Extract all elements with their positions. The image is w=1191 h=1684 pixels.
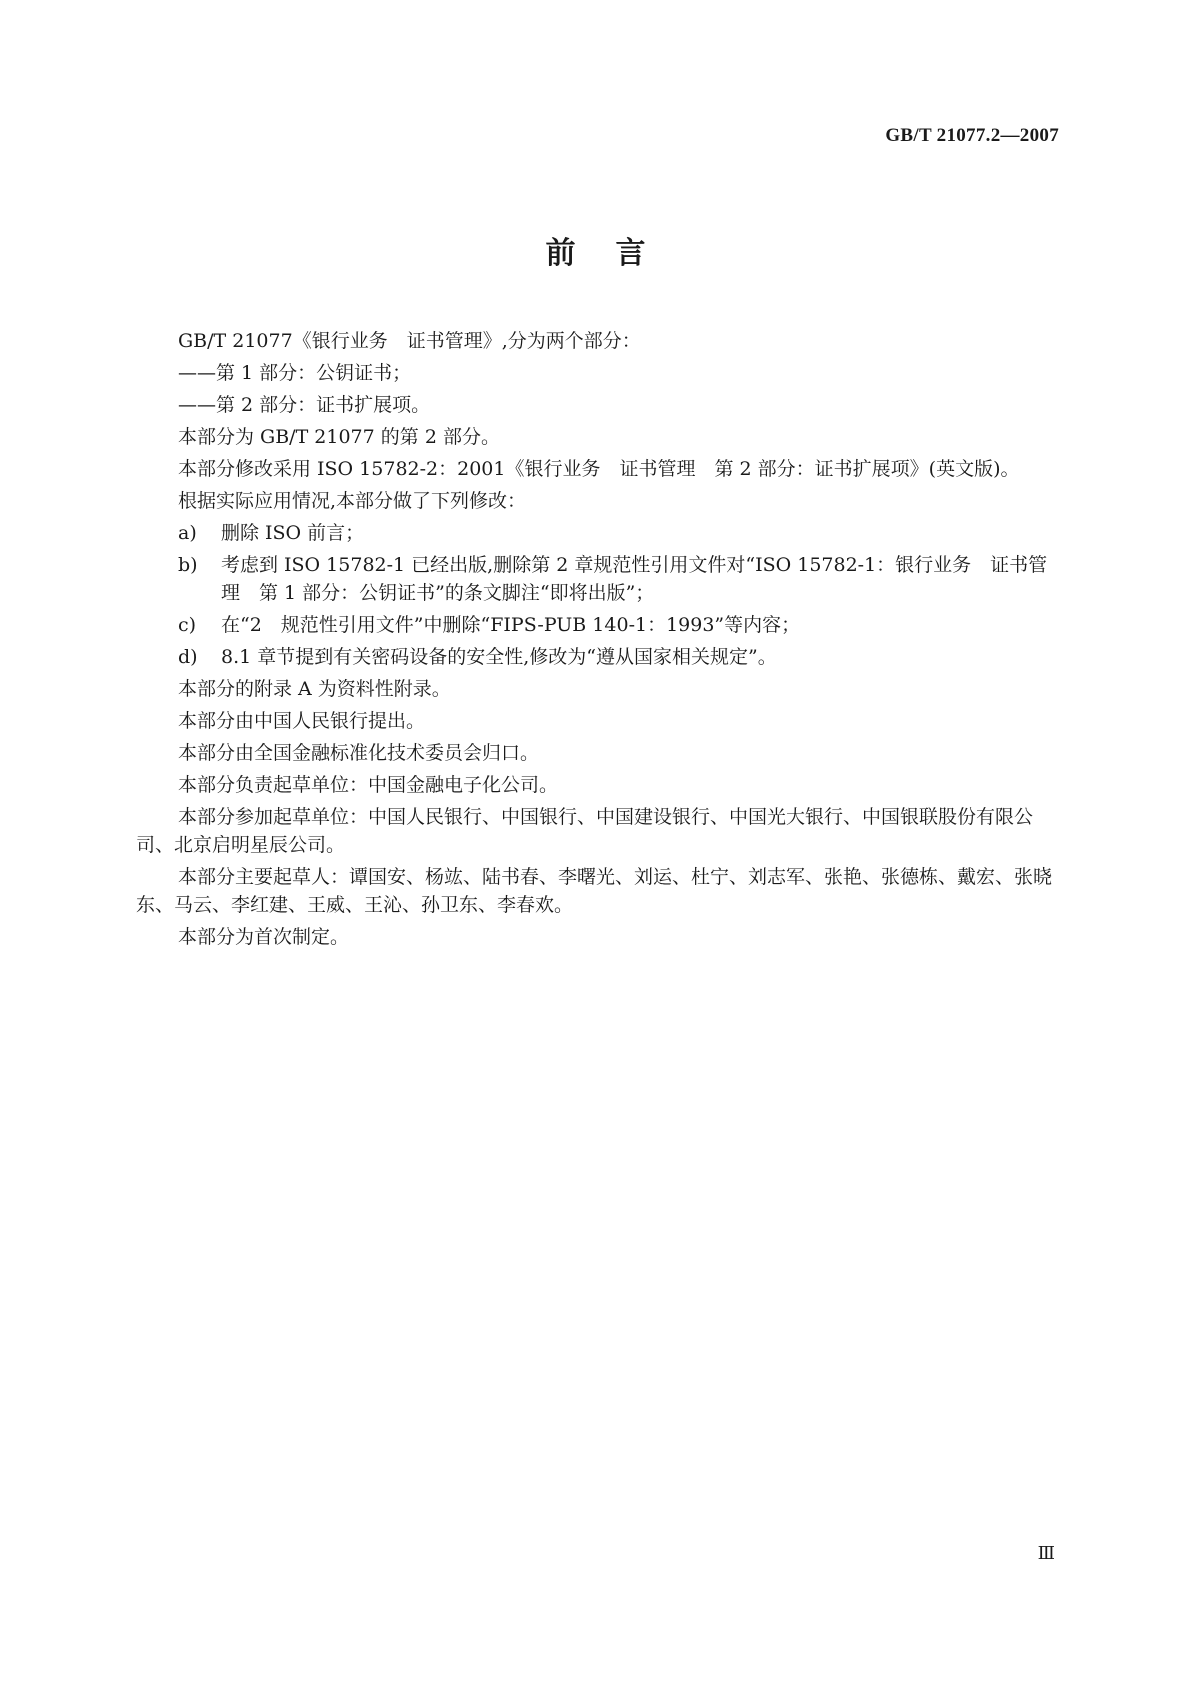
list-text: 在“2 规范性引用文件”中删除“FIPS-PUB 140-1：1993”等内容； [221,614,801,636]
list-marker: a) [178,522,197,544]
list-text: 8.1 章节提到有关密码设备的安全性,修改为“遵从国家相关规定”。 [221,646,777,668]
body-paragraph: 本部分由全国金融标准化技术委员会归口。 [178,742,540,764]
page-title: 前言 [545,236,686,271]
body-paragraph: 本部分主要起草人：谭国安、杨竑、陆书春、李曙光、刘运、杜宁、刘志军、张艳、张德栋、戴宏、张晓东、马云、李红建、王威、王沁、孙卫东、李春欢。 [136,866,1053,916]
list-marker: d) [178,646,198,668]
list-text: 删除 ISO 前言； [221,522,365,544]
modification-item [136,551,1062,607]
modification-item [136,519,1062,547]
body-paragraph: 本部分为首次制定。 [178,926,350,948]
list-marker: c) [178,614,197,636]
list-marker: b) [178,554,198,576]
body-paragraph: 本部分由中国人民银行提出。 [178,710,426,732]
foreword-body [136,327,1062,955]
part-list-item: ——第 1 部分：公钥证书； [178,362,412,384]
page-number: Ⅲ [1037,1543,1055,1563]
body-paragraph: 本部分为 GB/T 21077 的第 2 部分。 [178,426,500,448]
modification-item [136,643,1062,671]
part-list-item: ——第 2 部分：证书扩展项。 [178,394,431,416]
body-paragraph: 根据实际应用情况,本部分做了下列修改： [178,490,527,512]
body-paragraph: 本部分负责起草单位：中国金融电子化公司。 [178,774,559,796]
modification-item [136,611,1062,639]
list-text: 考虑到 ISO 15782-1 已经出版,删除第 2 章规范性引用文件对“ISO 15782-1：银行业务 证书管理 第 1 部分：公钥证书”的条文脚注“即将出版”； [221,554,1048,604]
intro-paragraph: GB/T 21077《银行业务 证书管理》,分为两个部分： [178,330,641,352]
body-paragraph: 本部分参加起草单位：中国人民银行、中国银行、中国建设银行、中国光大银行、中国银联股份有限公司、北京启明星辰公司。 [136,806,1034,856]
body-paragraph: 本部分的附录 A 为资料性附录。 [178,678,451,700]
body-paragraph: 本部分修改采用 ISO 15782-2：2001《银行业务 证书管理 第 2 部分：证书扩展项》(英文版)。 [178,458,1020,480]
standard-number: GB/T 21077.2—2007 [885,125,1059,146]
